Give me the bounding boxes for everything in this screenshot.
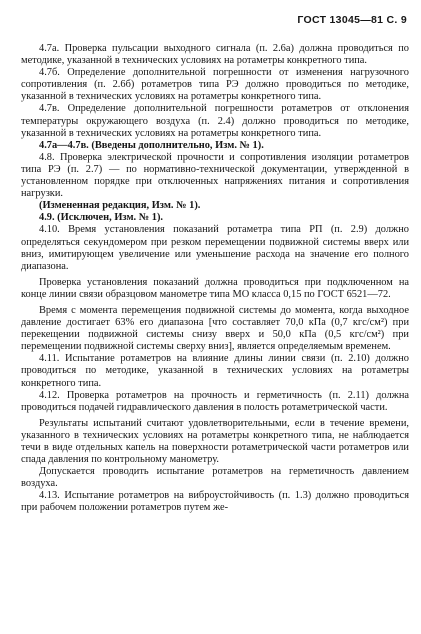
paragraph-4-13: 4.13. Испытание ротаметров на виброустойчивость (п. 1.3) должно проводиться при рабочем положении ротаметров путем же-: [21, 490, 409, 514]
amendment-note-text: 4.7а—4.7в. (Введены дополнительно, Изм. № 1).: [39, 139, 264, 151]
amendment-note-added: [21, 140, 409, 152]
page-header: ГОСТ 13045—81 С. 9: [297, 14, 407, 26]
paragraph-4-12-results: Результаты испытаний считают удовлетворительными, если в течение времени, указанного в технических условиях на ротаметры конкретного типа, не наблюдается течи в виде отдельных капель на поверхности ротаметрической части ротаметров или спада давления по контрольному манометру.: [21, 417, 409, 466]
document-body: [21, 43, 409, 515]
excluded-note-text: 4.9. (Исключен, Изм. № 1).: [39, 212, 164, 224]
paragraph-4-10: 4.10. Время установления показаний ротаметра типа РП (п. 2.9) должно определяться секундомером при резком перемещении подвижной системы вверх или вниз, имитирующем увеличение или уменьшение расхода на значение его полного диапазона.: [21, 224, 409, 272]
paragraph-4-10-check: Проверка установления показаний должна проводиться при подключенном на конце линии связи образцовом манометре типа МО класса 0,15 по ГОСТ 6521—72.: [21, 276, 409, 300]
amendment-note-revised: [21, 200, 409, 212]
amendment-note-text: (Измененная редакция, Изм. № 1).: [39, 200, 201, 212]
paragraph-4-7b: 4.7б. Определение дополнительной погрешности от изменения нагрузочного сопротивления (п. 2.6б) ротаметров типа РЭ должно проводиться по методике, указанной в технических условиях на ротаметры конкретного типа.: [21, 67, 409, 103]
paragraph-4-12-air: Допускается проводить испытание ротаметров на герметичность давлением воздуха.: [21, 466, 409, 490]
paragraph-4-12: 4.12. Проверка ротаметров на прочность и герметичность (п. 2.11) должна проводиться подачей гидравлического давления в полость ротаметрической части.: [21, 389, 409, 413]
paragraph-4-10-time: Время с момента перемещения подвижной системы до момента, когда выходное давление достигает 63% его диапазона [что составляет 70,0 кПа (0,7 кгс/см²) при перекещении подвижной системы снизу вверх и 50,0 кПа (0,5 кгс/см²) при перемещении подвижной системы сверху вниз], является определяемым временем.: [21, 304, 409, 353]
paragraph-4-8: 4.8. Проверка электрической прочности и сопротивления изоляции ротаметров типа РЭ (п. 2.7) — по нормативно-технической документации, утвержденной в установленном порядке при отключенных напряжениях питания и сопротивления нагрузки.: [21, 151, 409, 200]
paragraph-4-9: [21, 212, 409, 224]
paragraph-4-11: 4.11. Испытание ротаметров на влияние длины линии связи (п. 2.10) должно проводиться по методике, указанной в технических условиях на ротаметры конкретного типа.: [21, 353, 409, 389]
paragraph-4-7v: 4.7в. Определение дополнительной погрешности ротаметров от отклонения температуры окружающего воздуха (п. 2.4) должно проводиться по методике, указанной в технических условиях на ротаметры конкретного типа.: [21, 103, 409, 139]
paragraph-4-7a: 4.7а. Проверка пульсации выходного сигнала (п. 2.6а) должна проводиться по методике, указанной в технических условиях на ротаметры конкретного типа.: [21, 43, 409, 67]
